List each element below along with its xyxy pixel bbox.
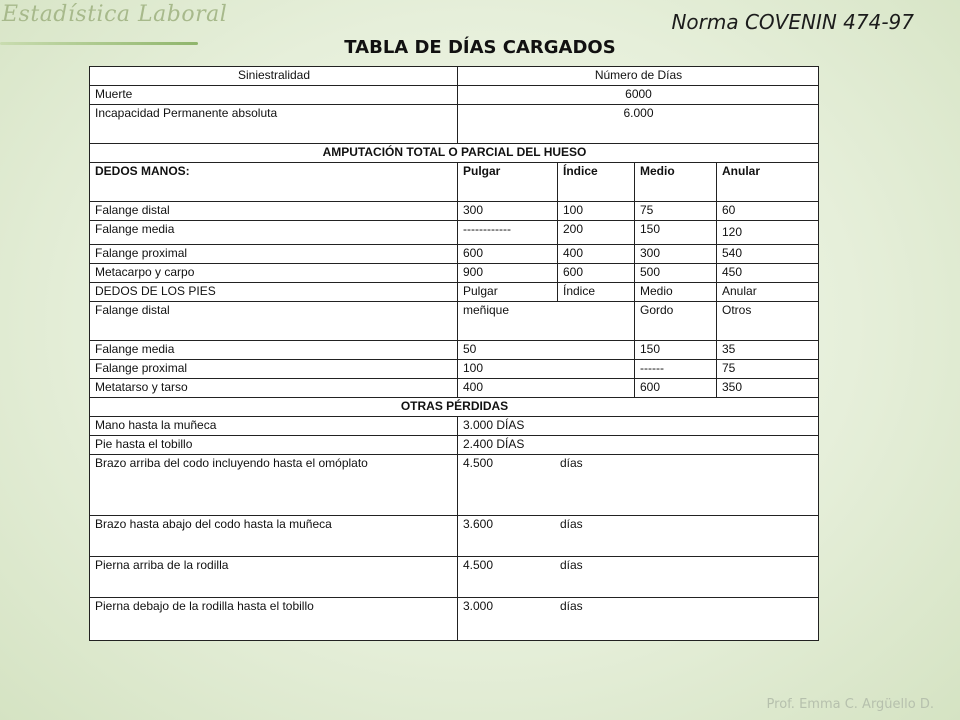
row-value-number: 3.600: [463, 517, 494, 531]
table-row: [90, 557, 819, 598]
row-label: DEDOS MANOS:: [90, 163, 458, 202]
col-medio: Medio: [635, 163, 717, 202]
section-header-row: [90, 398, 819, 417]
row-label: Incapacidad Permanente absoluta: [90, 105, 458, 144]
table-row: [90, 436, 819, 455]
cell: 100: [458, 360, 635, 379]
col-indice: Índice: [558, 163, 635, 202]
row-value-unit: días: [560, 517, 583, 531]
footer-author: Prof. Emma C. Argüello D.: [766, 697, 934, 712]
table-row: [90, 598, 819, 641]
table-row: [90, 245, 819, 264]
row-label: Metatarso y tarso: [90, 379, 458, 398]
header-siniestralidad: Siniestralidad: [90, 67, 458, 86]
col-anular: Anular: [717, 283, 819, 302]
cell: 500: [635, 264, 717, 283]
row-label: Falange media: [90, 221, 458, 245]
table-header-row: [90, 67, 819, 86]
table-row: [90, 221, 819, 245]
row-value-number: 3.000: [463, 599, 494, 613]
table-row: [90, 516, 819, 557]
col-pulgar: Pulgar: [458, 163, 558, 202]
table-row: [90, 341, 819, 360]
section-header-otras: OTRAS PÉRDIDAS: [90, 398, 819, 417]
col-gordo: Gordo: [635, 302, 717, 341]
row-value: 3.000 DÍAS: [458, 417, 819, 436]
cell: 120: [717, 221, 819, 245]
row-label: Falange proximal: [90, 245, 458, 264]
page-title: TABLA DE DÍAS CARGADOS: [344, 37, 616, 58]
row-value: 6.000: [458, 105, 819, 144]
table-row: [90, 202, 819, 221]
row-label: Pierna arriba de la rodilla: [90, 557, 458, 598]
row-value: [458, 557, 819, 598]
table-row: [90, 455, 819, 516]
row-value: [458, 598, 819, 641]
cell: 300: [458, 202, 558, 221]
dias-cargados-table: [89, 66, 819, 641]
row-label: Pie hasta el tobillo: [90, 436, 458, 455]
col-menique: meñique: [458, 302, 635, 341]
col-anular: Anular: [717, 163, 819, 202]
row-value: [458, 455, 819, 516]
row-label: Brazo hasta abajo del codo hasta la muñeca: [90, 516, 458, 557]
row-label: DEDOS DE LOS PIES: [90, 283, 458, 302]
row-value-unit: días: [560, 558, 583, 572]
table-row: [90, 417, 819, 436]
cell: ------------: [458, 221, 558, 245]
row-label: Falange proximal: [90, 360, 458, 379]
cell: 600: [558, 264, 635, 283]
table-row: [90, 86, 819, 105]
cell: 300: [635, 245, 717, 264]
row-label: Metacarpo y carpo: [90, 264, 458, 283]
cell: 350: [717, 379, 819, 398]
row-label: Mano hasta la muñeca: [90, 417, 458, 436]
cell: ------: [635, 360, 717, 379]
row-value-number: 4.500: [463, 456, 494, 470]
cell: 200: [558, 221, 635, 245]
table-row: [90, 105, 819, 144]
row-value: [458, 516, 819, 557]
cell: 150: [635, 221, 717, 245]
cell: 100: [558, 202, 635, 221]
brand-title: Estadística Laboral: [2, 2, 228, 27]
table-row: [90, 379, 819, 398]
header-numero-dias: Número de Días: [458, 67, 819, 86]
cell: 35: [717, 341, 819, 360]
col-pulgar: Pulgar: [458, 283, 558, 302]
cell: 75: [717, 360, 819, 379]
row-label: Falange distal: [90, 302, 458, 341]
row-label: Falange media: [90, 341, 458, 360]
section-header-amputacion: AMPUTACIÓN TOTAL O PARCIAL DEL HUESO: [90, 144, 819, 163]
cell: 900: [458, 264, 558, 283]
table-row: [90, 360, 819, 379]
row-value-number: 4.500: [463, 558, 494, 572]
dedos-pies-header-row: [90, 283, 819, 302]
col-otros: Otros: [717, 302, 819, 341]
row-label: Brazo arriba del codo incluyendo hasta el omóplato: [90, 455, 458, 516]
table-row: [90, 302, 819, 341]
row-value-unit: días: [560, 456, 583, 470]
cell: 600: [635, 379, 717, 398]
row-label: Muerte: [90, 86, 458, 105]
cell: 50: [458, 341, 635, 360]
cell: 75: [635, 202, 717, 221]
norma-label: Norma COVENIN 474-97: [671, 10, 914, 34]
row-label: Falange distal: [90, 202, 458, 221]
row-label: Pierna debajo de la rodilla hasta el tobillo: [90, 598, 458, 641]
dedos-manos-header-row: [90, 163, 819, 202]
row-value: 2.400 DÍAS: [458, 436, 819, 455]
cell: 400: [458, 379, 635, 398]
row-value-unit: días: [560, 599, 583, 613]
cell: 400: [558, 245, 635, 264]
col-medio: Medio: [635, 283, 717, 302]
table-row: [90, 264, 819, 283]
cell: 600: [458, 245, 558, 264]
cell: 540: [717, 245, 819, 264]
col-indice: Índice: [558, 283, 635, 302]
cell: 450: [717, 264, 819, 283]
section-header-row: [90, 144, 819, 163]
cell: 150: [635, 341, 717, 360]
cell: 60: [717, 202, 819, 221]
row-value: 6000: [458, 86, 819, 105]
